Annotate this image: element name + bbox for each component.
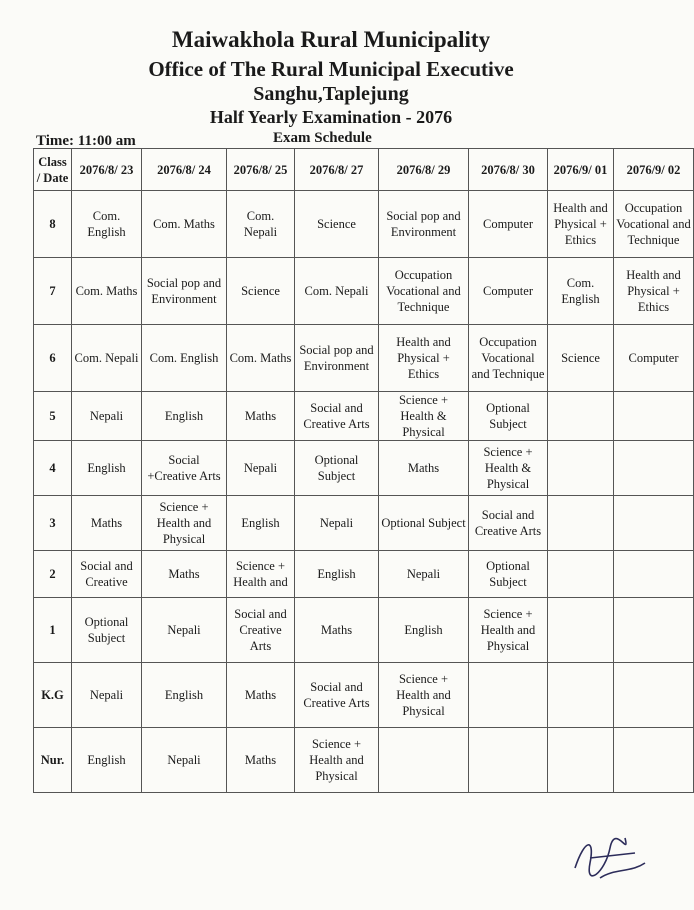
date-header: 2076/8/ 30 [469,149,548,191]
subject-cell [614,441,694,496]
subject-cell: Occupation Vocational and Technique [614,191,694,258]
subject-cell: Social and Creative [72,551,142,598]
subject-cell: English [227,496,295,551]
subject-cell: Com. Nepali [72,325,142,392]
subject-cell: Computer [469,191,548,258]
subject-cell: Social +Creative Arts [142,441,227,496]
subject-cell: Science + Health & Physical [379,392,469,441]
class-label: 7 [34,258,72,325]
subject-cell: Optional Subject [469,392,548,441]
subject-cell: Optional Subject [469,551,548,598]
subject-cell: Social pop and Environment [295,325,379,392]
subject-cell [548,496,614,551]
date-header: 2076/9/ 01 [548,149,614,191]
subject-cell: Science + Health and Physical [379,663,469,728]
subject-cell: English [72,441,142,496]
date-header: 2076/8/ 24 [142,149,227,191]
class-label: K.G [34,663,72,728]
location-title: Sanghu,Taplejung [253,83,409,105]
signature-mark [560,828,660,898]
subject-cell: Com. Nepali [295,258,379,325]
subject-cell: English [379,598,469,663]
municipality-title: Maiwakhola Rural Municipality [171,27,491,52]
subject-cell: Maths [227,663,295,728]
subject-cell: Science + Health and [227,551,295,598]
subject-cell [614,392,694,441]
subject-cell: Science + Health and Physical [295,728,379,793]
subject-cell: Maths [72,496,142,551]
subject-cell: Science [295,191,379,258]
subject-cell: English [72,728,142,793]
schedule-table-wrapper [33,148,691,785]
subject-cell [614,551,694,598]
schedule-row [34,392,694,441]
subject-cell: Maths [142,551,227,598]
table-body [34,191,694,793]
subject-cell [548,598,614,663]
subject-cell [548,551,614,598]
subject-cell: Science + Health & Physical [469,441,548,496]
subject-cell: Health and Physical + Ethics [614,258,694,325]
subject-cell: Social and Creative Arts [295,392,379,441]
subject-cell: Com. English [72,191,142,258]
subject-cell [614,728,694,793]
schedule-row [34,663,694,728]
subject-cell: Nepali [72,663,142,728]
subject-cell: Nepali [227,441,295,496]
subject-cell: Social and Creative Arts [469,496,548,551]
class-label: Nur. [34,728,72,793]
subject-cell: Computer [614,325,694,392]
class-label: 2 [34,551,72,598]
schedule-row [34,496,694,551]
schedule-row [34,551,694,598]
subject-cell [614,496,694,551]
class-date-header: Class / Date [34,149,72,191]
subject-cell [548,441,614,496]
subject-cell: Occupation Vocational and Technique [469,325,548,392]
schedule-row [34,258,694,325]
class-label: 1 [34,598,72,663]
class-label: 5 [34,392,72,441]
date-header: 2076/9/ 02 [614,149,694,191]
schedule-row [34,598,694,663]
subject-cell: Com. Nepali [227,191,295,258]
subject-cell: Nepali [142,728,227,793]
subject-cell: Science [548,325,614,392]
subject-cell: Maths [379,441,469,496]
schedule-row [34,191,694,258]
subject-cell: Maths [227,728,295,793]
subject-cell: Science + Health and Physical [142,496,227,551]
class-label: 6 [34,325,72,392]
subject-cell: Science [227,258,295,325]
header-row [34,149,694,191]
class-label: 4 [34,441,72,496]
subject-cell: Social pop and Environment [379,191,469,258]
subject-cell: Social and Creative Arts [227,598,295,663]
schedule-row [34,441,694,496]
date-header: 2076/8/ 27 [295,149,379,191]
subject-cell [469,728,548,793]
subject-cell [548,728,614,793]
subject-cell: Com. Maths [142,191,227,258]
subject-cell [379,728,469,793]
subject-cell: Social pop and Environment [142,258,227,325]
schedule-table [33,148,694,793]
subject-cell: Optional Subject [379,496,469,551]
subject-cell: Computer [469,258,548,325]
subject-cell: English [142,663,227,728]
subject-cell: English [295,551,379,598]
schedule-row [34,728,694,793]
subject-cell: Maths [227,392,295,441]
date-header: 2076/8/ 29 [379,149,469,191]
subject-cell: Optional Subject [72,598,142,663]
subject-cell: Occupation Vocational and Technique [379,258,469,325]
class-label: 3 [34,496,72,551]
subject-cell [548,663,614,728]
subject-cell: Science + Health and Physical [469,598,548,663]
subject-cell: Nepali [295,496,379,551]
exam-time: Time: 11:00 am [36,133,136,149]
subject-cell [614,598,694,663]
office-title: Office of The Rural Municipal Executive [148,57,514,81]
date-header: 2076/8/ 25 [227,149,295,191]
subject-cell [614,663,694,728]
subject-cell: Health and Physical + Ethics [379,325,469,392]
subject-cell: Com. Maths [72,258,142,325]
subject-cell: Health and Physical + Ethics [548,191,614,258]
subject-cell: Com. English [142,325,227,392]
subject-cell: Nepali [72,392,142,441]
class-label: 8 [34,191,72,258]
subject-cell: Com. English [548,258,614,325]
subject-cell: Optional Subject [295,441,379,496]
subject-cell: English [142,392,227,441]
date-header: 2076/8/ 23 [72,149,142,191]
schedule-row [34,325,694,392]
subject-cell: Nepali [379,551,469,598]
subject-cell: Com. Maths [227,325,295,392]
subject-cell [548,392,614,441]
subject-cell: Nepali [142,598,227,663]
subject-cell [469,663,548,728]
schedule-label: Exam Schedule [273,130,372,146]
subject-cell: Maths [295,598,379,663]
subject-cell: Social and Creative Arts [295,663,379,728]
exam-title: Half Yearly Examination - 2076 [209,107,453,127]
